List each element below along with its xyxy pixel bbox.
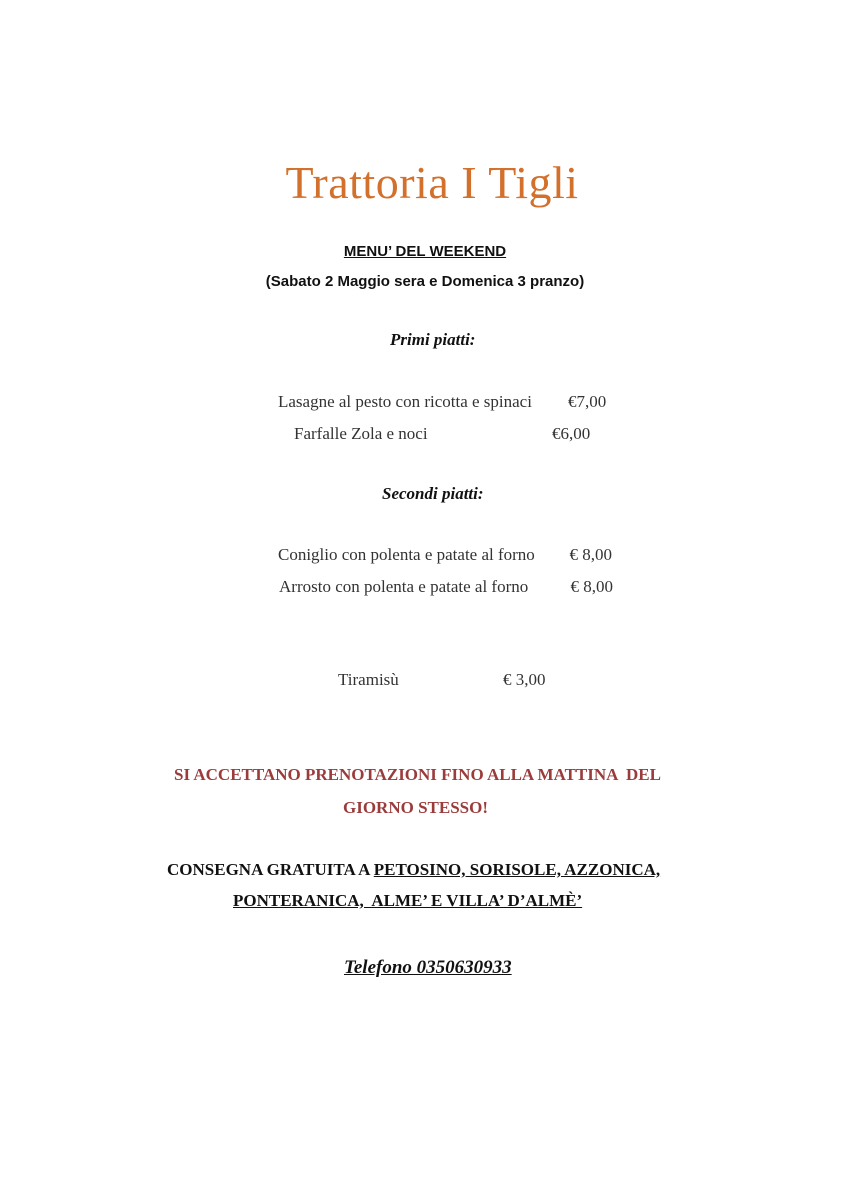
reservation-notice-line2: GIORNO STESSO! <box>343 798 489 817</box>
dolce-item-price: € 3,00 <box>503 670 546 689</box>
secondi-item <box>278 545 612 565</box>
delivery-line2: PONTERANICA, ALME’ E VILLA’ D’ALMÈ’ <box>233 891 583 910</box>
primi-item-name: Farfalle Zola e noci <box>294 424 428 443</box>
menu-dates: (Sabato 2 Maggio sera e Domenica 3 pranzo) <box>265 273 585 290</box>
secondi-heading: Secondi piatti: <box>382 484 484 503</box>
secondi-item-price: € 8,00 <box>569 545 612 564</box>
primi-item-price: €7,00 <box>568 392 607 411</box>
primi-item-price: €6,00 <box>552 424 591 443</box>
delivery-prefix: CONSEGNA GRATUITA A <box>167 860 374 879</box>
secondi-item-name: Coniglio con polenta e patate al forno <box>278 545 535 564</box>
primi-item-name: Lasagne al pesto con ricotta e spinaci <box>278 392 532 411</box>
secondi-item-name: Arrosto con polenta e patate al forno <box>279 577 529 596</box>
reservation-notice-line1: SI ACCETTANO PRENOTAZIONI FINO ALLA MATTINA DEL <box>174 765 661 784</box>
delivery-places: PETOSINO, SORISOLE, AZZONICA, <box>373 860 661 879</box>
phone-number: Telefono 0350630933 <box>344 957 512 978</box>
secondi-item-price: € 8,00 <box>570 577 613 596</box>
restaurant-title: Trattoria I Tigli <box>285 157 579 208</box>
menu-heading: MENU’ DEL WEEKEND <box>343 243 507 260</box>
delivery-line1 <box>167 860 660 880</box>
dolce-item-name: Tiramisù <box>338 670 399 689</box>
secondi-item <box>279 577 613 597</box>
primi-heading: Primi piatti: <box>390 330 476 349</box>
